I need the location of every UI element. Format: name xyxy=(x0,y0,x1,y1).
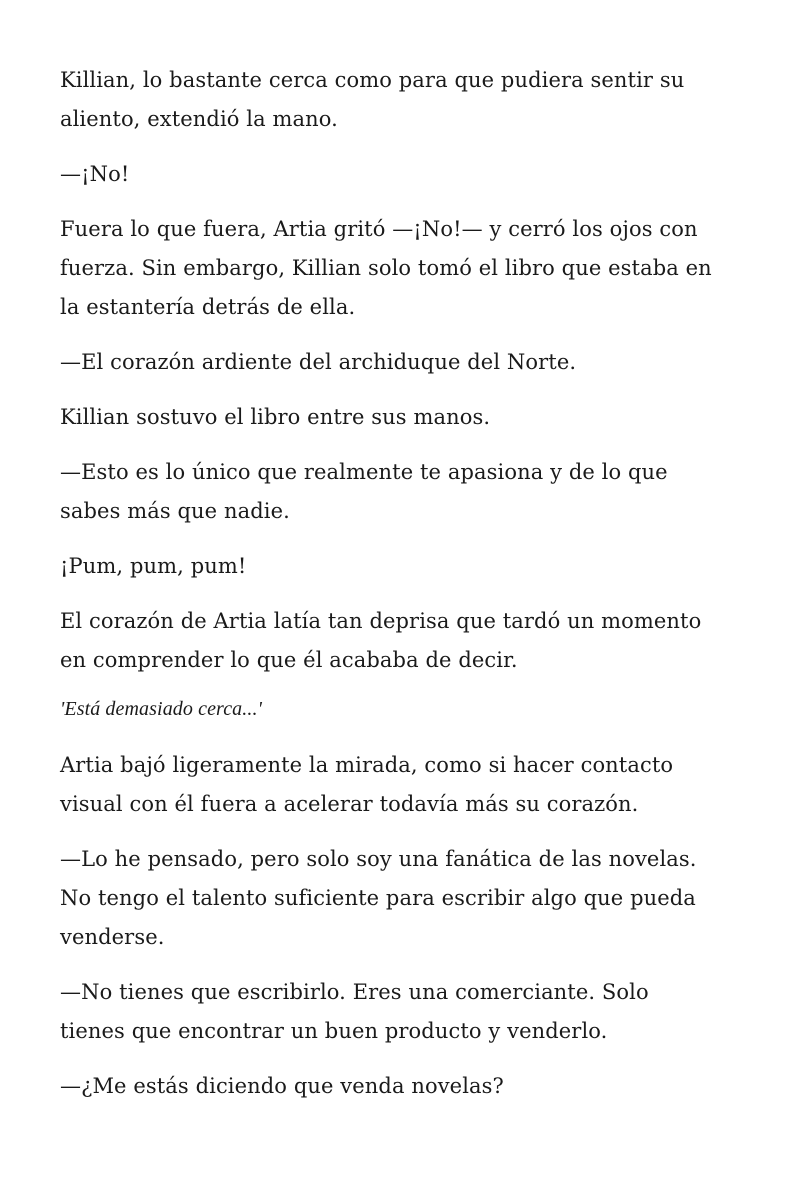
paragraph-5: Killian sostuvo el libro entre sus manos. xyxy=(60,405,491,429)
paragraph-13: —¿Me estás diciendo que venda novelas? xyxy=(60,1074,504,1098)
inner-thought: 'Está demasiado cerca...' xyxy=(60,698,262,720)
paragraph-6: —Esto es lo único que realmente te apasiona y de lo que sabes más que nadie. xyxy=(60,460,668,523)
paragraph-8: El corazón de Artia latía tan deprisa que tardó un momento en comprender lo que él acababa de decir. xyxy=(60,609,702,672)
paragraph-2: —¡No! xyxy=(60,162,130,186)
paragraph-12: —No tienes que escribirlo. Eres una comerciante. Solo tienes que encontrar un buen producto y venderlo. xyxy=(60,980,649,1043)
paragraph-3: Fuera lo que fuera, Artia gritó —¡No!— y cerró los ojos con fuerza. Sin embargo, Killian solo tomó el libro que estaba en la estantería detrás de ella. xyxy=(60,217,712,319)
paragraph-11: —Lo he pensado, pero solo soy una fanática de las novelas. No tengo el talento suficiente para escribir algo que pueda venderse. xyxy=(60,847,697,949)
paragraph-10: Artia bajó ligeramente la mirada, como si hacer contacto visual con él fuera a acelerar todavía más su corazón. xyxy=(60,753,674,816)
paragraph-1: Killian, lo bastante cerca como para que pudiera sentir su aliento, extendió la mano. xyxy=(60,68,685,131)
paragraph-4: —El corazón ardiente del archiduque del Norte. xyxy=(60,350,577,374)
paragraph-7: ¡Pum, pum, pum! xyxy=(60,554,247,578)
